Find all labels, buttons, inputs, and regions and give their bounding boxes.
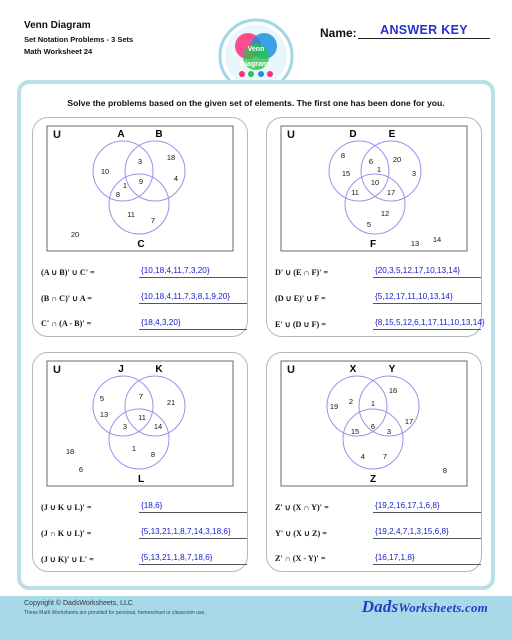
- set-expression: Z' ∩ (X - Y)' =: [275, 554, 326, 563]
- set-expression: (J ∪ K ∪ L)' =: [41, 503, 92, 512]
- set-label-z: Z: [369, 474, 377, 485]
- problem-panel-3: [32, 352, 248, 572]
- element: 2: [348, 397, 354, 406]
- answer-field[interactable]: {5,12,17,11,10,13,14}: [373, 292, 481, 304]
- element: 8: [150, 450, 156, 459]
- question-row: [275, 553, 481, 567]
- venn-diagram-3: [45, 359, 237, 494]
- venn-diagram-2: [279, 124, 471, 259]
- element: 6: [78, 465, 84, 474]
- element: 17: [386, 188, 396, 197]
- set-label-d: D: [349, 129, 357, 140]
- element: 3: [411, 169, 417, 178]
- element: 1: [122, 181, 128, 190]
- question-row: [41, 292, 247, 306]
- element: 8: [442, 466, 448, 475]
- element: 11: [138, 413, 146, 422]
- element: 4: [360, 452, 366, 461]
- set-label-y: Y: [388, 364, 396, 375]
- set-label-a: A: [117, 129, 125, 140]
- venn-diagram-1: [45, 124, 237, 259]
- element: 5: [366, 220, 372, 229]
- universe-symbol: U: [287, 364, 295, 376]
- question-row: [41, 553, 247, 567]
- brand-logo[interactable]: [362, 597, 488, 617]
- element: 19: [329, 402, 339, 411]
- set-label-c: C: [137, 239, 145, 250]
- element: 1: [376, 165, 382, 174]
- element: 6: [370, 422, 376, 431]
- universe-symbol: U: [287, 129, 295, 141]
- question-row: [41, 501, 247, 515]
- element: 7: [150, 216, 156, 225]
- worksheet-title: Venn Diagram: [24, 20, 91, 31]
- set-label-k: K: [155, 364, 163, 375]
- universe-symbol: U: [53, 364, 61, 376]
- problem-panel-2: [266, 117, 485, 337]
- answer-field[interactable]: {10,18,4,11,7,3,20}: [139, 266, 247, 278]
- element: 13: [99, 410, 109, 419]
- element: 10: [100, 167, 110, 176]
- set-expression: (J ∩ K ∪ L)' =: [41, 529, 92, 538]
- question-row: [275, 501, 481, 515]
- element: 16: [388, 386, 398, 395]
- element: 17: [404, 417, 414, 426]
- set-label-l: L: [137, 474, 145, 485]
- element: 1: [131, 444, 137, 453]
- element: 8: [115, 190, 121, 199]
- element: 4: [173, 174, 179, 183]
- set-label-j: J: [118, 364, 124, 375]
- answer-field[interactable]: {16,17,1,8}: [373, 553, 481, 565]
- answer-field[interactable]: {8,15,5,12,6,1,17,11,10,13,14}: [373, 318, 481, 330]
- element: 15: [341, 169, 351, 178]
- element: 10: [370, 178, 380, 187]
- usage-note: These Math Worksheets are provided for personal, homeschool or classroom use.: [24, 610, 206, 616]
- question-row: [275, 292, 481, 306]
- answer-field[interactable]: {5,13,21,1,8,7,18,6}: [139, 553, 247, 565]
- set-expression: D' ∪ (E ∩ F)' =: [275, 268, 329, 277]
- element: 21: [166, 398, 176, 407]
- brand-main: Dads: [361, 597, 399, 616]
- element: 12: [380, 209, 390, 218]
- brand-tail: Worksheets.com: [398, 600, 488, 615]
- set-expression: (D ∪ E)' ∪ F =: [275, 294, 326, 303]
- answer-key-field[interactable]: ANSWER KEY: [358, 23, 490, 39]
- set-expression: Y' ∪ (X ∪ Z) =: [275, 529, 327, 538]
- set-label-x: X: [349, 364, 357, 375]
- question-row: [41, 266, 247, 280]
- answer-field[interactable]: {10,18,4,11,7,3,8,1,9,20}: [139, 292, 247, 304]
- element: 3: [137, 157, 143, 166]
- element: 5: [99, 394, 105, 403]
- element: 18: [65, 447, 75, 456]
- element: 7: [382, 452, 388, 461]
- set-expression: (J ∪ K)' ∪ L' =: [41, 555, 94, 564]
- set-expression: (B ∩ C)' ∪ A =: [41, 294, 92, 303]
- answer-field[interactable]: {20,3,5,12,17,10,13,14}: [373, 266, 481, 278]
- element: 15: [350, 427, 360, 436]
- set-label-b: B: [155, 129, 163, 140]
- element: 18: [166, 153, 176, 162]
- instructions: Solve the problems based on the given set of elements. The first one has been done for you.: [67, 98, 445, 108]
- question-row: [41, 527, 247, 541]
- element: 3: [386, 427, 392, 436]
- universe-symbol: U: [53, 129, 61, 141]
- copyright: Copyright © DadsWorksheets, LLC: [24, 600, 133, 607]
- worksheet-number: Math Worksheet 24: [24, 47, 93, 56]
- answer-field[interactable]: {19,2,4,7,1,3,15,6,8}: [373, 527, 481, 539]
- set-expression: Z' ∪ (X ∩ Y)' =: [275, 503, 329, 512]
- element: 9: [138, 177, 144, 186]
- set-label-e: E: [388, 129, 396, 140]
- element: 6: [368, 157, 374, 166]
- problem-panel-4: [266, 352, 482, 572]
- element: 7: [138, 392, 144, 401]
- worksheet-subtitle: Set Notation Problems - 3 Sets: [24, 35, 134, 44]
- answer-field[interactable]: {18,6}: [139, 501, 247, 513]
- element: 1: [370, 399, 376, 408]
- logo-text-venn: Venn: [247, 46, 265, 53]
- venn-diagram-4: [279, 359, 471, 494]
- question-row: [275, 266, 481, 280]
- answer-field[interactable]: {5,13,21,1,8,7,14,3,18,6}: [139, 527, 247, 539]
- element: 11: [127, 210, 135, 219]
- element: 20: [392, 155, 402, 164]
- problem-panel-1: [32, 117, 248, 337]
- answer-field[interactable]: {18,4,3,20}: [139, 318, 247, 330]
- question-row: [41, 318, 247, 332]
- question-row: [275, 527, 481, 541]
- set-label-f: F: [369, 239, 377, 250]
- element: 3: [122, 422, 128, 431]
- set-expression: C' ∩ (A - B)' =: [41, 319, 92, 328]
- element: 8: [340, 151, 346, 160]
- element: 14: [153, 422, 163, 431]
- question-row: [275, 318, 485, 332]
- element: 13: [410, 239, 420, 248]
- set-expression: (A ∪ B)' ∪ C' =: [41, 268, 95, 277]
- element: 11: [351, 188, 359, 197]
- answer-field[interactable]: {19,2,16,17,1,6,8}: [373, 501, 481, 513]
- set-expression: E' ∪ (D ∪ F) =: [275, 320, 326, 329]
- element: 20: [70, 230, 80, 239]
- name-label: Name:: [320, 26, 357, 40]
- element: 14: [432, 235, 442, 244]
- logo-text-diagrams: Diagrams: [240, 61, 272, 68]
